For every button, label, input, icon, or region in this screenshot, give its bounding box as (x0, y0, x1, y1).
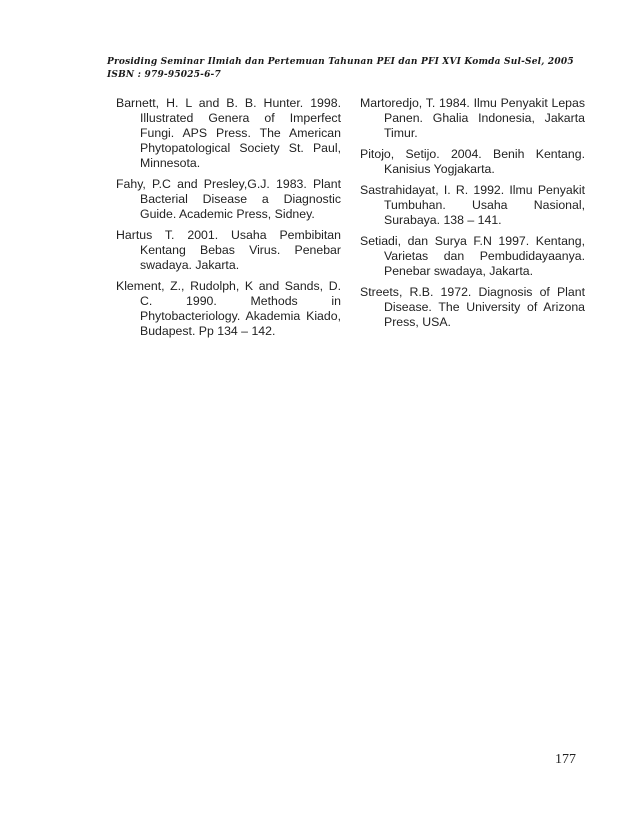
header-isbn: ISBN : 979-95025-6-7 (107, 70, 221, 80)
page-number: 177 (555, 752, 576, 767)
reference-entry: Streets, R.B. 1972. Diagnosis of Plant Disease. The University of Arizona Press, USA. (360, 285, 585, 329)
reference-entry: Fahy, P.C and Presley,G.J. 1983. Plant Bacterial Disease a Diagnostic Guide. Academic Press, Sidney. (116, 177, 341, 221)
references-column-right (360, 96, 585, 336)
reference-entry: Sastrahidayat, I. R. 1992. Ilmu Penyakit Tumbuhan. Usaha Nasional, Surabaya. 138 – 141. (360, 183, 585, 227)
reference-entry: Martoredjo, T. 1984. Ilmu Penyakit Lepas Panen. Ghalia Indonesia, Jakarta Timur. (360, 96, 585, 140)
reference-entry: Klement, Z., Rudolph, K and Sands, D. C. 1990. Methods in Phytobacteriology. Akademia Kiado, Budapest. Pp 134 – 142. (116, 279, 341, 338)
reference-entry: Barnett, H. L and B. B. Hunter. 1998. Illustrated Genera of Imperfect Fungi. APS Press. The American Phytopatological Society St. Paul, Minnesota. (116, 96, 341, 170)
reference-entry: Hartus T. 2001. Usaha Pembibitan Kentang Bebas Virus. Penebar swadaya. Jakarta. (116, 228, 341, 272)
reference-entry: Setiadi, dan Surya F.N 1997. Kentang, Varietas dan Pembudidayaanya. Penebar swadaya, Jakarta. (360, 234, 585, 278)
header-proceedings-title: Prosiding Seminar Ilmiah dan Pertemuan Tahunan PEI dan PFI XVI Komda Sul-Sel, 2005 (107, 57, 574, 67)
references-column-left (116, 96, 341, 345)
reference-entry: Pitojo, Setijo. 2004. Benih Kentang. Kanisius Yogjakarta. (360, 147, 585, 176)
running-header (107, 56, 574, 82)
